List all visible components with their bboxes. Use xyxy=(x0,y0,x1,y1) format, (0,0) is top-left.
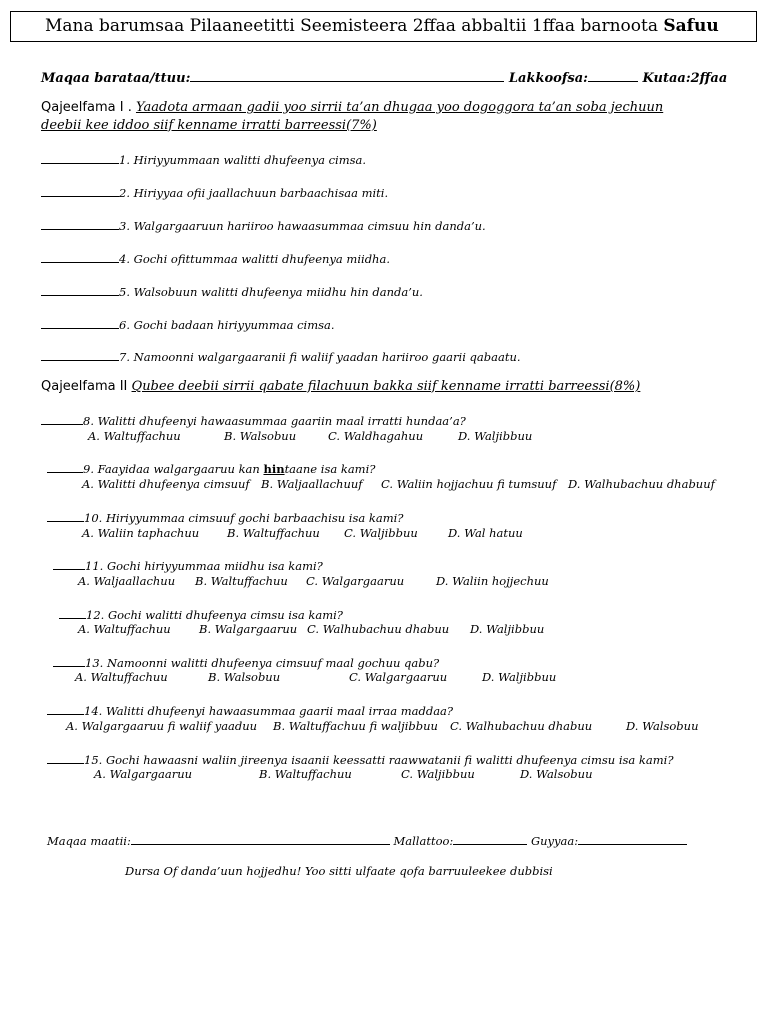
date-label: Guyyaa: xyxy=(530,834,579,848)
question-text: 15. Gochi hawaasni waliin jireenya isaanii keessatti raawwatanii fi walitti dhufeenya cimsu isa kami? xyxy=(84,753,674,767)
answer-blank[interactable] xyxy=(47,752,84,764)
option-b: B. Waltuffachuu xyxy=(195,574,288,588)
mc-question-9 xyxy=(47,461,375,477)
tf-item-4 xyxy=(41,251,390,267)
option-d: D. Walhubachuu dhabuuf xyxy=(568,477,715,491)
mc-question-13 xyxy=(53,655,439,671)
mc-question-11 xyxy=(53,558,323,574)
answer-blank[interactable] xyxy=(53,655,85,667)
answer-blank[interactable] xyxy=(41,284,119,296)
mc-question-12 xyxy=(59,607,343,623)
mc-question-14 xyxy=(47,703,453,719)
option-a: A. Walgargaaruu fi waliif yaaduu xyxy=(66,719,258,733)
option-d: D. Waljibbuu xyxy=(470,622,545,636)
option-b: B. Walgargaaruu xyxy=(199,622,298,636)
option-b: B. Waltuffachuu xyxy=(227,526,320,540)
teacher-name-label: Maqaa maatii: xyxy=(47,834,131,848)
section2-heading xyxy=(41,379,640,394)
tf-text: 1. Hiriyyummaan walitti dhufeenya cimsa. xyxy=(119,153,367,167)
tf-text: 7. Namoonni walgargaaranii fi waliif yaadan hariiroo gaarii qabaatu. xyxy=(119,350,521,364)
option-b: B. Waltuffachuu xyxy=(259,767,352,781)
question-text: 12. Gochi walitti dhufeenya cimsu isa kami? xyxy=(86,608,343,622)
student-name-label: Maqaa barataa/ttuu: xyxy=(41,71,191,86)
section2-instruction: Qubee deebii sirrii qabate filachuun bakka siif kenname irratti barreessi(8%) xyxy=(131,379,641,394)
tf-text: 2. Hiriyyaa ofii jaallachuun barbaachisaa miti. xyxy=(119,186,389,200)
question-text: 8. Walitti dhufeenyi hawaasummaa gaariin maal irratti hundaa’a? xyxy=(83,414,466,428)
section1-label: Qajeelfama I . xyxy=(41,100,136,115)
document-title xyxy=(10,11,757,42)
mc-options-12 xyxy=(78,622,544,637)
option-c: C. Waljibbuu xyxy=(344,526,418,540)
mc-options-13 xyxy=(75,670,556,685)
option-b: B. Walsobuu xyxy=(208,670,281,684)
option-d: D. Waliin hojjechuu xyxy=(436,574,549,588)
answer-blank[interactable] xyxy=(41,413,83,425)
mc-options-14 xyxy=(66,719,698,734)
answer-blank[interactable] xyxy=(41,317,119,329)
answer-blank[interactable] xyxy=(41,218,119,230)
option-c: C. Walgargaaruu xyxy=(306,574,405,588)
option-c: C. Walhubachuu dhabuu xyxy=(450,719,593,733)
question-text: 10. Hiriyyummaa cimsuuf gochi barbaachisu isa kami? xyxy=(84,511,404,525)
mc-options-11 xyxy=(78,574,549,589)
question-text: 14. Walitti dhufeenyi hawaasummaa gaarii maal irraa maddaa? xyxy=(84,704,454,718)
title-text: Mana barumsaa Pilaaneetitti Seemisteera 2ffaa abbaltii 1ffaa barnoota xyxy=(45,16,664,36)
option-b: B. Waltuffachuu fi waljibbuu xyxy=(273,719,438,733)
answer-blank[interactable] xyxy=(47,703,84,715)
option-a: A. Walitti dhufeenya cimsuuf xyxy=(82,477,250,491)
question-text-pre: 9. Faayidaa walgargaaruu kan xyxy=(83,462,264,476)
teacher-name-blank[interactable] xyxy=(131,833,390,845)
tf-item-7 xyxy=(41,349,521,365)
option-c: C. Walgargaaruu xyxy=(349,670,448,684)
signature-row xyxy=(47,833,687,849)
tf-item-1 xyxy=(41,152,366,168)
option-a: A. Waltuffachuu xyxy=(78,622,171,636)
tf-item-3 xyxy=(41,218,486,234)
tf-item-6 xyxy=(41,317,335,333)
tf-text: 3. Walgargaaruun hariiroo hawaasummaa cimsuu hin danda’u. xyxy=(119,219,486,233)
student-info-row xyxy=(41,70,727,86)
mc-options-15 xyxy=(94,767,592,782)
tf-text: 4. Gochi ofittummaa walitti dhufeenya miidha. xyxy=(119,252,390,266)
option-d: D. Wal hatuu xyxy=(448,526,523,540)
option-a: A. Walgargaaruu xyxy=(94,767,193,781)
option-c: C. Waliin hojjachuu fi tumsuuf xyxy=(381,477,557,491)
section1-heading xyxy=(41,100,663,115)
option-a: A. Waljaallachuu xyxy=(78,574,176,588)
mc-question-8 xyxy=(41,413,466,429)
mc-options-9 xyxy=(82,477,715,492)
roll-number-blank[interactable] xyxy=(588,70,638,82)
student-name-blank[interactable] xyxy=(190,70,504,82)
option-a: A. Waltuffachuu xyxy=(88,429,181,443)
mc-options-8 xyxy=(88,429,532,444)
tf-item-5 xyxy=(41,284,423,300)
answer-blank[interactable] xyxy=(41,185,119,197)
option-a: A. Waliin taphachuu xyxy=(82,526,200,540)
question-text-emphasis: hin xyxy=(263,462,285,476)
mc-question-10 xyxy=(47,510,403,526)
signature-blank[interactable] xyxy=(453,833,527,845)
option-c: C. Walhubachuu dhabuu xyxy=(307,622,450,636)
mc-question-15 xyxy=(47,752,674,768)
option-d: D. Waljibbuu xyxy=(482,670,557,684)
option-d: D. Walsobuu xyxy=(626,719,699,733)
answer-blank[interactable] xyxy=(47,510,84,522)
answer-blank[interactable] xyxy=(53,558,85,570)
question-text: 11. Gochi hiriyyummaa miidhu isa kami? xyxy=(85,559,323,573)
tf-text: 6. Gochi badaan hiriyyummaa cimsa. xyxy=(119,318,335,332)
section1-heading-2 xyxy=(41,118,377,133)
option-d: D. Walsobuu xyxy=(520,767,593,781)
section2-label: Qajeelfama II xyxy=(41,379,132,394)
roll-number-label: Lakkoofsa: xyxy=(508,71,588,86)
question-text-post: taane isa kami? xyxy=(284,462,376,476)
answer-blank[interactable] xyxy=(59,607,86,619)
signature-label: Mallattoo: xyxy=(393,834,454,848)
section1-instruction-2: deebii kee iddoo siif kenname irratti barreessi(7%) xyxy=(41,118,377,133)
date-blank[interactable] xyxy=(578,833,687,845)
option-d: D. Waljibbuu xyxy=(458,429,533,443)
option-b: B. Walsobuu xyxy=(224,429,297,443)
answer-blank[interactable] xyxy=(47,461,83,473)
title-subject: Safuu xyxy=(663,16,719,36)
closing-note: Dursa Of danda’uun hojjedhu! Yoo sitti ulfaate qofa barruuleekee dubbisi xyxy=(125,864,553,878)
option-c: C. Waljibbuu xyxy=(401,767,475,781)
answer-blank[interactable] xyxy=(41,152,119,164)
question-text: 13. Namoonni walitti dhufeenya cimsuuf maal gochuu qabu? xyxy=(85,656,440,670)
tf-item-2 xyxy=(41,185,388,201)
answer-blank[interactable] xyxy=(41,251,119,263)
answer-blank[interactable] xyxy=(41,349,119,361)
tf-text: 5. Walsobuun walitti dhufeenya miidhu hin danda’u. xyxy=(119,285,423,299)
option-a: A. Waltuffachuu xyxy=(75,670,168,684)
option-c: C. Waldhagahuu xyxy=(328,429,424,443)
grade-value: 2ffaa xyxy=(690,71,728,86)
mc-options-10 xyxy=(82,526,523,541)
grade-label: Kutaa: xyxy=(642,71,691,86)
section1-instruction-1: Yaadota armaan gadii yoo sirrii ta’an dhugaa yoo dogoggora ta’an soba jechuun xyxy=(135,100,664,115)
option-b: B. Waljaallachuuf xyxy=(261,477,363,491)
